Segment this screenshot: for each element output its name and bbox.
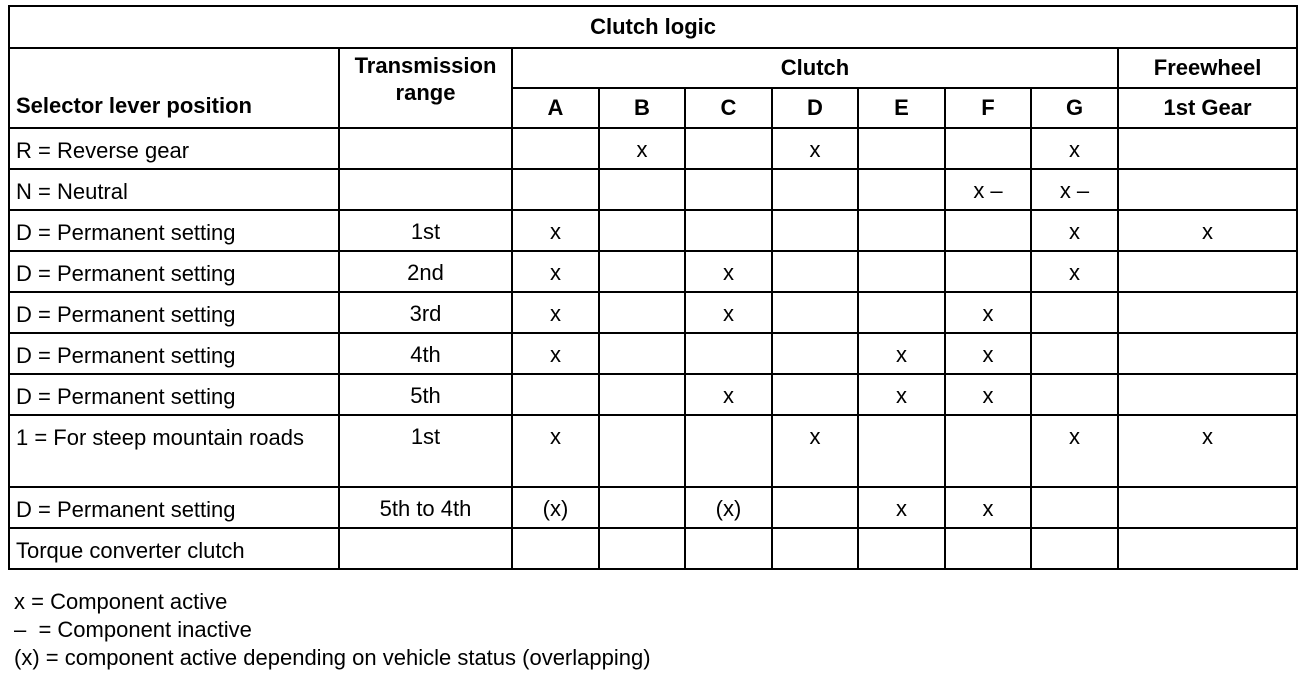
range-cell [339, 169, 512, 210]
clutch-d-cell [772, 169, 858, 210]
clutch-f-cell: x [945, 374, 1031, 415]
table-row [9, 128, 1297, 169]
range-cell: 1st [339, 415, 512, 487]
selector-position-cell: D = Permanent setting [9, 487, 339, 528]
range-cell: 4th [339, 333, 512, 374]
clutch-logic-table [8, 5, 1298, 570]
freewheel-cell [1118, 169, 1297, 210]
clutch-f-cell [945, 415, 1031, 487]
clutch-d-cell [772, 487, 858, 528]
selector-position-cell: D = Permanent setting [9, 374, 339, 415]
clutch-f-cell: x [945, 333, 1031, 374]
clutch-col-header: D [772, 88, 858, 128]
clutch-d-cell [772, 374, 858, 415]
legend-overlapping: (x) = component active depending on vehicle status (overlapping) [14, 645, 651, 670]
clutch-c-cell [685, 528, 772, 569]
clutch-g-cell: x [1031, 251, 1118, 292]
clutch-a-cell [512, 374, 599, 415]
selector-position-cell: D = Permanent setting [9, 251, 339, 292]
clutch-c-cell [685, 128, 772, 169]
clutch-f-cell [945, 251, 1031, 292]
range-cell [339, 128, 512, 169]
clutch-b-cell [599, 415, 685, 487]
clutch-g-cell [1031, 292, 1118, 333]
clutch-c-cell: x [685, 251, 772, 292]
selector-position-cell: 1 = For steep mountain roads [9, 415, 339, 487]
transmission-range-header: Transmission range [339, 48, 512, 128]
clutch-d-cell [772, 292, 858, 333]
clutch-c-cell [685, 210, 772, 251]
clutch-col-header: C [685, 88, 772, 128]
clutch-b-cell [599, 487, 685, 528]
table-row [9, 528, 1297, 569]
clutch-col-header: A [512, 88, 599, 128]
freewheel-col-header: 1st Gear [1118, 88, 1297, 128]
table-row [9, 292, 1297, 333]
freewheel-cell [1118, 487, 1297, 528]
freewheel-header: Freewheel [1118, 48, 1297, 88]
freewheel-cell [1118, 333, 1297, 374]
clutch-b-cell [599, 169, 685, 210]
freewheel-cell [1118, 528, 1297, 569]
selector-position-cell: N = Neutral [9, 169, 339, 210]
clutch-a-cell: x [512, 292, 599, 333]
clutch-g-cell [1031, 333, 1118, 374]
selector-position-cell: R = Reverse gear [9, 128, 339, 169]
selector-position-cell: D = Permanent setting [9, 292, 339, 333]
clutch-b-cell [599, 251, 685, 292]
clutch-b-cell [599, 210, 685, 251]
clutch-d-cell [772, 528, 858, 569]
clutch-c-cell: (x) [685, 487, 772, 528]
table-row [9, 169, 1297, 210]
clutch-g-cell [1031, 374, 1118, 415]
clutch-a-cell [512, 169, 599, 210]
table-row [9, 333, 1297, 374]
clutch-f-cell: x [945, 292, 1031, 333]
freewheel-cell [1118, 374, 1297, 415]
clutch-f-cell [945, 128, 1031, 169]
clutch-header: Clutch [512, 48, 1118, 88]
clutch-g-cell: x [1031, 210, 1118, 251]
clutch-g-cell: x – [1031, 169, 1118, 210]
clutch-c-cell [685, 169, 772, 210]
freewheel-cell: x [1118, 415, 1297, 487]
clutch-f-cell [945, 528, 1031, 569]
clutch-e-cell [858, 528, 945, 569]
clutch-col-header: B [599, 88, 685, 128]
clutch-c-cell: x [685, 374, 772, 415]
clutch-g-cell [1031, 487, 1118, 528]
freewheel-cell [1118, 292, 1297, 333]
clutch-a-cell: x [512, 415, 599, 487]
clutch-a-cell: x [512, 251, 599, 292]
clutch-e-cell [858, 415, 945, 487]
clutch-e-cell [858, 210, 945, 251]
clutch-d-cell: x [772, 415, 858, 487]
clutch-f-cell: x – [945, 169, 1031, 210]
freewheel-cell: x [1118, 210, 1297, 251]
range-cell [339, 528, 512, 569]
legend-inactive: – = Component inactive [14, 617, 252, 642]
freewheel-cell [1118, 251, 1297, 292]
selector-lever-header: Selector lever position [9, 48, 339, 128]
range-cell: 5th [339, 374, 512, 415]
clutch-a-cell [512, 128, 599, 169]
table-row [9, 415, 1297, 487]
clutch-d-cell [772, 333, 858, 374]
clutch-e-cell: x [858, 487, 945, 528]
clutch-col-header: G [1031, 88, 1118, 128]
freewheel-cell [1118, 128, 1297, 169]
clutch-c-cell [685, 415, 772, 487]
clutch-d-cell: x [772, 128, 858, 169]
legend-active: x = Component active [14, 589, 228, 614]
clutch-d-cell [772, 251, 858, 292]
selector-position-cell: Torque converter clutch [9, 528, 339, 569]
clutch-d-cell [772, 210, 858, 251]
range-cell: 1st [339, 210, 512, 251]
clutch-f-cell: x [945, 487, 1031, 528]
clutch-f-cell [945, 210, 1031, 251]
table-row [9, 487, 1297, 528]
clutch-e-cell [858, 292, 945, 333]
clutch-e-cell [858, 128, 945, 169]
clutch-e-cell: x [858, 333, 945, 374]
table-row [9, 210, 1297, 251]
clutch-g-cell: x [1031, 128, 1118, 169]
selector-position-cell: D = Permanent setting [9, 210, 339, 251]
clutch-e-cell [858, 251, 945, 292]
clutch-c-cell [685, 333, 772, 374]
legend [14, 588, 651, 672]
clutch-e-cell [858, 169, 945, 210]
clutch-e-cell: x [858, 374, 945, 415]
clutch-c-cell: x [685, 292, 772, 333]
clutch-b-cell [599, 528, 685, 569]
table-row [9, 251, 1297, 292]
clutch-g-cell [1031, 528, 1118, 569]
clutch-a-cell: (x) [512, 487, 599, 528]
clutch-b-cell [599, 292, 685, 333]
range-cell: 3rd [339, 292, 512, 333]
range-cell: 2nd [339, 251, 512, 292]
clutch-a-cell [512, 528, 599, 569]
range-cell: 5th to 4th [339, 487, 512, 528]
clutch-b-cell [599, 374, 685, 415]
table-row [9, 374, 1297, 415]
clutch-a-cell: x [512, 333, 599, 374]
clutch-col-header: E [858, 88, 945, 128]
clutch-col-header: F [945, 88, 1031, 128]
table-title: Clutch logic [9, 6, 1297, 48]
clutch-g-cell: x [1031, 415, 1118, 487]
clutch-a-cell: x [512, 210, 599, 251]
clutch-b-cell [599, 333, 685, 374]
clutch-b-cell: x [599, 128, 685, 169]
selector-position-cell: D = Permanent setting [9, 333, 339, 374]
